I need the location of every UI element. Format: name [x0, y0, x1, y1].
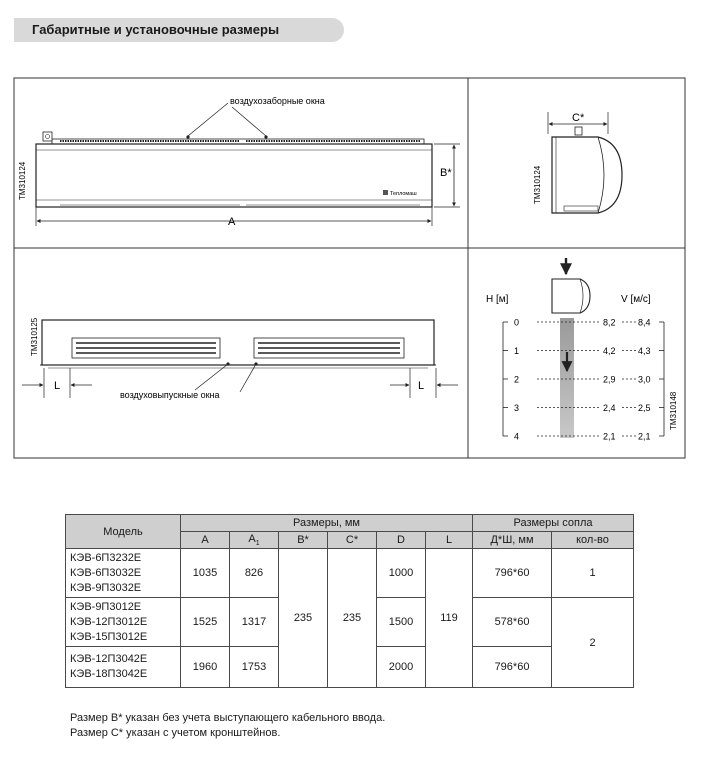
dim-b-label: B*: [440, 167, 452, 179]
velocity-label-a: 2,9: [603, 374, 616, 385]
front-view-code: ТМ310124: [18, 161, 27, 200]
velocity-label-a: 4,2: [603, 346, 616, 356]
header-sizes: Размеры, мм: [181, 515, 473, 532]
height-tick-label: 4: [514, 431, 520, 442]
dim-l-right-label: L: [418, 380, 425, 392]
note-b: Размер В* указан без учета выступающего кабельного ввода.: [70, 712, 386, 724]
intake-leader-right: [232, 107, 266, 136]
bottom-view-code: ТМ310125: [30, 317, 39, 356]
velocity-label-a: 2,1: [603, 431, 616, 442]
row-models: КЭВ-12П3042Е КЭВ-18П3042Е: [66, 647, 181, 688]
cell-a1: 1317: [230, 598, 279, 647]
side-view-code: ТМ310124: [533, 165, 542, 204]
outlet-windows-label: воздуховыпускные окна: [120, 390, 220, 400]
curtain-body-scheme: [552, 279, 590, 313]
header-nozzle: Размеры сопла: [473, 515, 634, 532]
height-tick-label: 1: [514, 346, 520, 356]
intake-windows-label: воздухозаборные окна: [230, 96, 325, 106]
cell-a: 1525: [181, 598, 230, 647]
dim-c-label: C*: [572, 112, 585, 124]
cell-a: 1035: [181, 549, 230, 598]
airflow-view: [486, 258, 678, 442]
curtain-body-front: [36, 144, 432, 207]
table-row: [66, 549, 634, 598]
header-b: B*: [279, 532, 328, 549]
intake-leader-left: [188, 103, 228, 136]
note-c: Размер С* указан с учетом кронштейнов.: [70, 727, 281, 739]
brand-logo-mark: [383, 190, 388, 195]
dim-l-left-label: L: [54, 380, 61, 392]
header-qty: кол-во: [552, 532, 634, 549]
cell-a1: 1753: [230, 647, 279, 688]
header-c: C*: [328, 532, 377, 549]
dimensions-table: [65, 514, 634, 688]
cell-d: 2000: [377, 647, 426, 688]
row-models: КЭВ-6П3232Е КЭВ-6П3032Е КЭВ-9П3032Е: [66, 549, 181, 598]
dim-a-label: A: [228, 216, 236, 228]
header-a1: $A_1$: [230, 532, 279, 549]
velocity-label-b: 2,5: [638, 403, 651, 413]
cell-b-shared: 235: [279, 549, 328, 688]
bottom-view: [22, 317, 458, 400]
height-tick-label: 3: [514, 403, 520, 413]
height-marks: [503, 318, 664, 442]
cell-dw: 796*60: [473, 647, 552, 688]
cell-qty: 1: [552, 549, 634, 598]
section-title: Габаритные и установочные размеры: [32, 22, 280, 37]
velocity-label-a: 8,2: [603, 317, 616, 328]
height-tick-label: 2: [514, 374, 520, 385]
header-a: A: [181, 532, 230, 549]
brand-logo: Тепломаш: [390, 191, 417, 197]
velocity-axis-label: V [м/с]: [621, 294, 651, 305]
front-view: [18, 96, 460, 228]
cell-qty-shared: 2: [552, 598, 634, 688]
cell-l-shared: 119: [426, 549, 473, 688]
header-dw: Д*Ш, мм: [473, 532, 552, 549]
height-axis-label: H [м]: [486, 294, 509, 305]
side-view: [533, 112, 622, 213]
cell-a1: 826: [230, 549, 279, 598]
cable-gland: [43, 132, 52, 141]
velocity-label-a: 2,4: [603, 403, 616, 413]
header-d: D: [377, 532, 426, 549]
velocity-label-b: 4,3: [638, 346, 651, 356]
panel-frames: [14, 78, 685, 458]
row-models: КЭВ-9П3012Е КЭВ-12П3012Е КЭВ-15П3012Е: [66, 598, 181, 647]
velocity-label-b: 8,4: [638, 317, 651, 328]
cell-d: 1000: [377, 549, 426, 598]
curtain-body-side: [552, 137, 622, 213]
cell-d: 1500: [377, 598, 426, 647]
header-model: Модель: [66, 515, 181, 549]
cell-a: 1960: [181, 647, 230, 688]
header-l: L: [426, 532, 473, 549]
height-tick-label: 0: [514, 317, 520, 328]
air-stream: [560, 318, 574, 438]
cell-dw: 578*60: [473, 598, 552, 647]
velocity-label-b: 3,0: [638, 374, 651, 385]
cell-dw: 796*60: [473, 549, 552, 598]
velocity-label-b: 2,1: [638, 431, 651, 442]
airflow-code: ТМ310148: [669, 391, 678, 430]
cell-c-shared: 235: [328, 549, 377, 688]
